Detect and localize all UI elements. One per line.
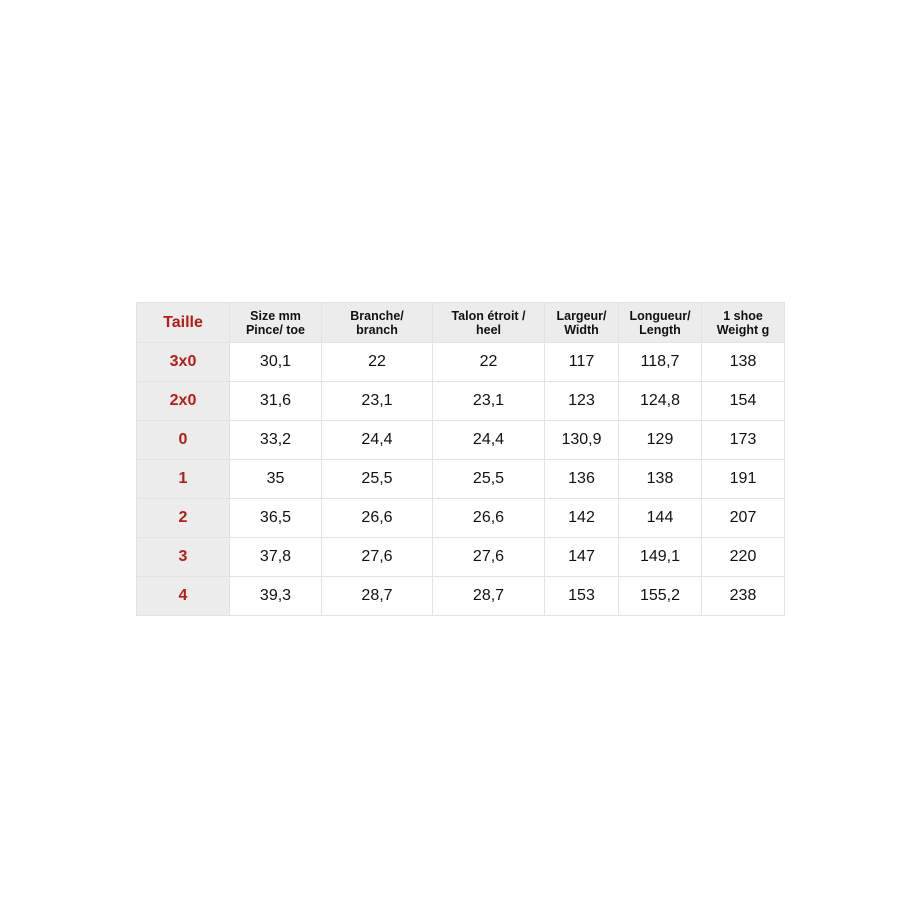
table-cell: 26,6 — [433, 499, 545, 538]
table-row — [137, 577, 785, 616]
table-cell: 27,6 — [322, 538, 433, 577]
table-cell: 144 — [619, 499, 702, 538]
table-cell: 35 — [230, 460, 322, 499]
header-row — [137, 303, 785, 343]
table-cell: 24,4 — [433, 421, 545, 460]
row-header-size: 0 — [137, 421, 230, 460]
table-row — [137, 460, 785, 499]
corner-header-taille: Taille — [137, 303, 230, 343]
table-cell: 149,1 — [619, 538, 702, 577]
column-header-length: Longueur/ Length — [619, 303, 702, 343]
table-cell: 207 — [702, 499, 785, 538]
table-cell: 33,2 — [230, 421, 322, 460]
table-cell: 142 — [545, 499, 619, 538]
table-cell: 130,9 — [545, 421, 619, 460]
table-cell: 30,1 — [230, 343, 322, 382]
table-cell: 22 — [433, 343, 545, 382]
table-cell: 138 — [619, 460, 702, 499]
table-cell: 28,7 — [433, 577, 545, 616]
table-cell: 138 — [702, 343, 785, 382]
table-cell: 39,3 — [230, 577, 322, 616]
table-cell: 23,1 — [433, 382, 545, 421]
table-cell: 24,4 — [322, 421, 433, 460]
column-header-weight: 1 shoe Weight g — [702, 303, 785, 343]
table-cell: 25,5 — [433, 460, 545, 499]
size-chart-table — [136, 302, 785, 616]
column-header-heel: Talon étroit / heel — [433, 303, 545, 343]
table-row — [137, 421, 785, 460]
table-cell: 123 — [545, 382, 619, 421]
table-cell: 238 — [702, 577, 785, 616]
column-header-width: Largeur/ Width — [545, 303, 619, 343]
table-row — [137, 343, 785, 382]
table-cell: 37,8 — [230, 538, 322, 577]
table-row — [137, 499, 785, 538]
table-cell: 36,5 — [230, 499, 322, 538]
table-cell: 28,7 — [322, 577, 433, 616]
column-header-toe: Size mm Pince/ toe — [230, 303, 322, 343]
table-cell: 155,2 — [619, 577, 702, 616]
table-cell: 191 — [702, 460, 785, 499]
table-cell: 220 — [702, 538, 785, 577]
column-header-branch: Branche/ branch — [322, 303, 433, 343]
table-cell: 136 — [545, 460, 619, 499]
table-cell: 117 — [545, 343, 619, 382]
table-row — [137, 382, 785, 421]
table-cell: 22 — [322, 343, 433, 382]
table-cell: 27,6 — [433, 538, 545, 577]
row-header-size: 2x0 — [137, 382, 230, 421]
table-cell: 129 — [619, 421, 702, 460]
table-cell: 26,6 — [322, 499, 433, 538]
table-cell: 31,6 — [230, 382, 322, 421]
table-cell: 124,8 — [619, 382, 702, 421]
table-cell: 154 — [702, 382, 785, 421]
row-header-size: 2 — [137, 499, 230, 538]
table-cell: 23,1 — [322, 382, 433, 421]
row-header-size: 3x0 — [137, 343, 230, 382]
table-cell: 147 — [545, 538, 619, 577]
table-cell: 173 — [702, 421, 785, 460]
table-cell: 25,5 — [322, 460, 433, 499]
table-cell: 118,7 — [619, 343, 702, 382]
row-header-size: 1 — [137, 460, 230, 499]
row-header-size: 3 — [137, 538, 230, 577]
row-header-size: 4 — [137, 577, 230, 616]
table-row — [137, 538, 785, 577]
table-cell: 153 — [545, 577, 619, 616]
